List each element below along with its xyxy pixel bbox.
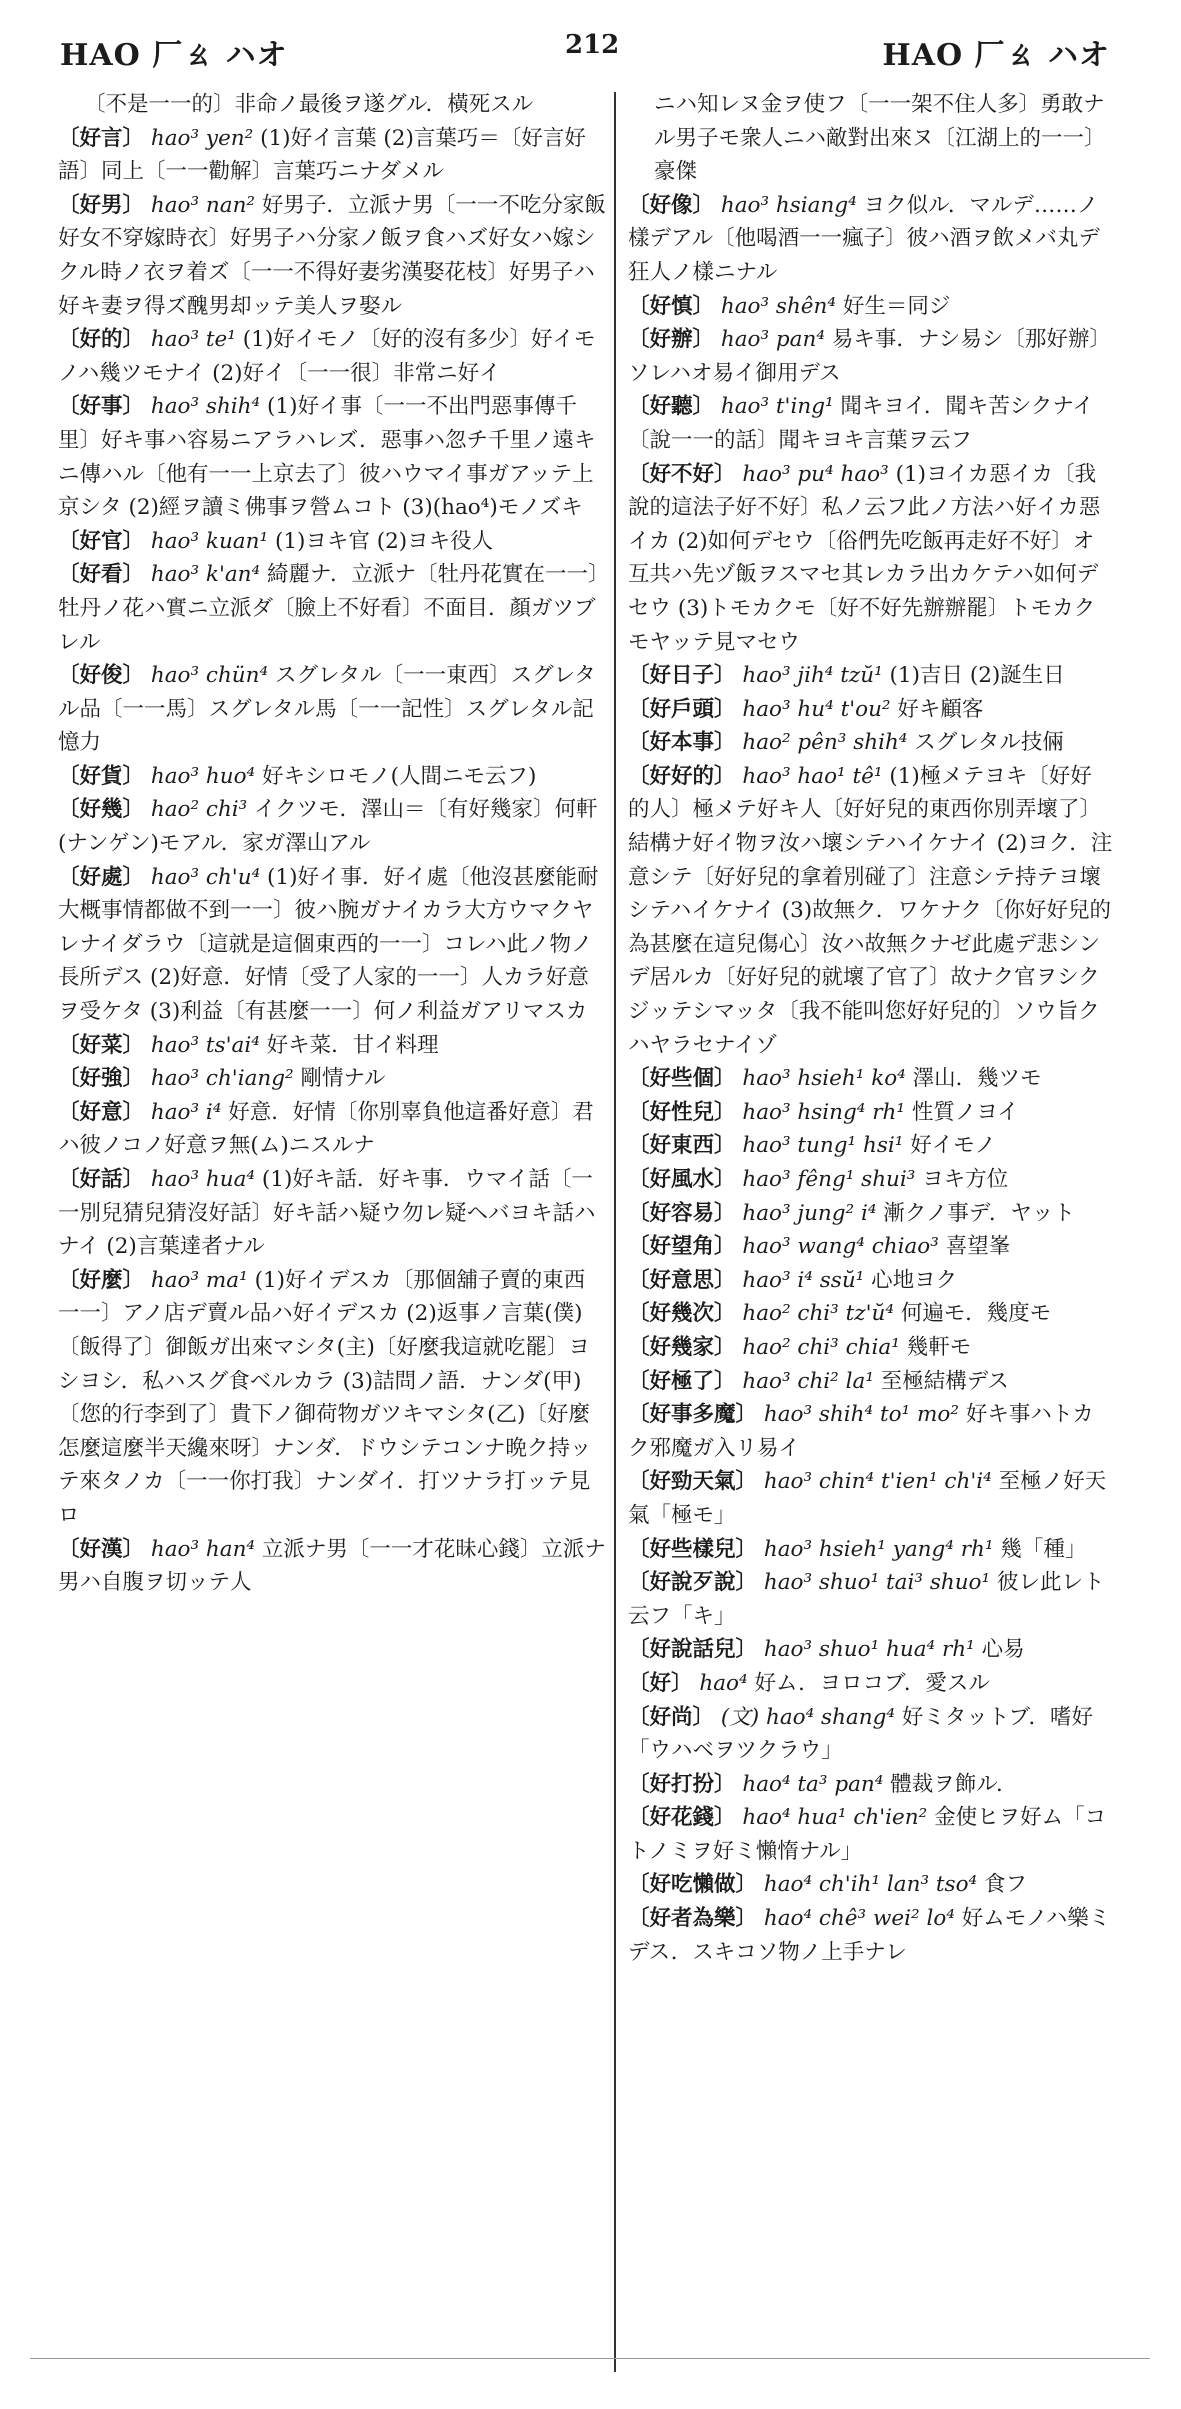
dictionary-entry bbox=[628, 726, 1113, 760]
entry-romanization: hao³ chin⁴ t'ien¹ ch'i⁴ bbox=[763, 1469, 992, 1495]
entry-headword: 〔好好的〕 bbox=[628, 763, 736, 789]
column-divider bbox=[614, 92, 616, 2372]
entry-headword: 〔好性兒〕 bbox=[628, 1099, 736, 1125]
entry-romanization: hao³ shuo¹ tai³ shuo¹ bbox=[763, 1570, 991, 1596]
dictionary-entry bbox=[628, 1331, 1113, 1365]
entry-romanization: hao³ i⁴ ssŭ¹ bbox=[742, 1267, 865, 1293]
entry-definition: (1)ヨイカ惡イカ〔我說的這法子好不好〕私ノ云フ此ノ方法ハ好イカ惡イカ (2)如何デセウ〔俗們先吃飯再走好不好〕オ互共ハ先ヅ飯ヲスマセ其レカラ出カケテハ如何デセウ (3)トモカクモ〔好不好先辦辦罷〕トモカクモヤッテ見マセウ bbox=[628, 461, 1101, 655]
entry-romanization: hao² pên³ shih⁴ bbox=[742, 730, 908, 756]
entry-headword: 〔好幾〕 bbox=[58, 797, 145, 823]
entry-headword: 〔好說話兒〕 bbox=[628, 1637, 758, 1663]
entry-definition: (1)ヨキ官 (2)ヨキ役人 bbox=[274, 528, 494, 554]
entry-romanization: hao³ te¹ bbox=[150, 327, 236, 353]
entry-romanization: hao³ shih⁴ to¹ mo² bbox=[763, 1402, 959, 1428]
entry-definition: 何遍モ．幾度モ bbox=[900, 1301, 1052, 1327]
dictionary-entry bbox=[58, 189, 606, 323]
left-column bbox=[58, 88, 606, 2378]
dictionary-entry bbox=[628, 1533, 1113, 1567]
entry-headword: 〔好幾家〕 bbox=[628, 1334, 736, 1360]
entry-definition: 好キ顧客 bbox=[897, 696, 984, 722]
entry-romanization: hao³ jung² i⁴ bbox=[742, 1200, 877, 1226]
entry-romanization: hao³ ch'iang² bbox=[150, 1066, 294, 1092]
dictionary-entry bbox=[628, 323, 1113, 390]
entry-headword: 〔好菜〕 bbox=[58, 1032, 145, 1058]
entry-headword: 〔好意思〕 bbox=[628, 1267, 736, 1293]
entry-headword: 〔好像〕 bbox=[628, 192, 715, 218]
entry-headword: 〔好看〕 bbox=[58, 562, 145, 588]
dictionary-entry bbox=[628, 1667, 1113, 1701]
entry-headword: 〔好極了〕 bbox=[628, 1368, 736, 1394]
entry-definition: 易キ事．ナシ易シ〔那好辦〕ソレハオ易イ御用デス bbox=[628, 327, 1111, 386]
entry-headword: 〔好幾次〕 bbox=[628, 1301, 736, 1327]
header-left: HAO 厂ㄠ ハオ bbox=[60, 38, 288, 73]
entry-headword: 〔好言〕 bbox=[58, 125, 145, 151]
dictionary-entry bbox=[58, 88, 606, 122]
entry-headword: 〔好貨〕 bbox=[58, 763, 145, 789]
entry-romanization: hao³ pan⁴ bbox=[720, 327, 825, 353]
entry-romanization: hao⁴ chê³ wei² lo⁴ bbox=[763, 1906, 955, 1932]
entry-definition: 好意．好情〔你別辜負他這番好意〕君ハ彼ノコノ好意ヲ無(ム)ニスルナ bbox=[58, 1099, 594, 1159]
entry-definition: 好男子．立派ナ男〔一一不吃分家飯好女不穿嫁時衣〕好男子ハ分家ノ飯ヲ食ハズ好女ハ嫁シクル時ノ衣ヲ着ズ〔一一不得好妻劣漢娶花枝〕好男子ハ好キ妻ヲ得ズ醜男却ッテ美人ヲ娶ル bbox=[58, 192, 606, 319]
dictionary-entry bbox=[628, 1398, 1113, 1465]
dictionary-entry bbox=[58, 760, 606, 794]
entry-definition: (1)好キ話．好キ事．ウマイ話〔一一別兒猜兒猜沒好話〕好キ話ハ疑ウ勿レ疑ヘバヨキ話ハナイ (2)言葉達者ナル bbox=[58, 1167, 596, 1260]
entry-definition: (1)極メテヨキ〔好好的人〕極メテ好キ人〔好好兒的東西你別弄壞了〕結構ナ好イ物ヲ汝ハ壞シテハイケナイ (2)ヨク．注意シテ〔好好兒的拿着別碰了〕注意シテ持テヨ壞シテハイケナイ (3)故無ク．ワケナク〔你好好兒的為甚麼在這兒傷心〕汝ハ故無クナゼ此處デ悲シンデ居ルカ〔好好兒的就壞了官了〕故ナク官ヲシクジッテシマッタ〔我不能叫您好好兒的〕ソウ旨クハヤラセナイゾ bbox=[628, 763, 1113, 1058]
dictionary-entry bbox=[628, 659, 1113, 693]
dictionary-entry bbox=[628, 1465, 1113, 1532]
entry-definition: 喜望峯 bbox=[945, 1234, 1011, 1260]
entry-romanization: hao³ hsieh¹ yang⁴ rh¹ bbox=[763, 1536, 994, 1562]
dictionary-entry bbox=[58, 390, 606, 524]
entry-definition: 好キシロモノ(人間ニモ云フ) bbox=[262, 763, 537, 789]
dictionary-entry bbox=[58, 122, 606, 189]
entry-romanization: hao³ shuo¹ hua⁴ rh¹ bbox=[763, 1637, 975, 1663]
entry-romanization: hao³ hua⁴ bbox=[150, 1167, 256, 1192]
entry-romanization: hao³ ma¹ bbox=[150, 1267, 248, 1293]
entry-romanization: hao³ jih⁴ tzŭ¹ bbox=[742, 663, 883, 689]
entry-definition: (1)好イモノ〔好的沒有多少〕好イモノハ幾ツモナイ (2)好イ〔一一很〕非常ニ好イ bbox=[58, 327, 596, 386]
entry-romanization: hao⁴ ch'ih¹ lan³ tso⁴ bbox=[763, 1872, 978, 1898]
entry-headword: 〔好打扮〕 bbox=[628, 1771, 736, 1797]
dictionary-entry bbox=[628, 290, 1113, 324]
entry-romanization: hao³ chün⁴ bbox=[150, 663, 269, 689]
entry-headword: 〔好慎〕 bbox=[628, 293, 715, 319]
entry-romanization: hao³ hsieh¹ ko⁴ bbox=[742, 1066, 906, 1092]
entry-definition: 性質ノヨイ bbox=[911, 1099, 1019, 1125]
entry-romanization: hao³ hsiang⁴ bbox=[720, 192, 857, 218]
entry-romanization: (文) hao⁴ shang⁴ bbox=[720, 1704, 895, 1730]
entry-definition: 好ミタットブ．嗜好「ウハベヲツクラウ」 bbox=[628, 1704, 1093, 1764]
bottom-rule bbox=[30, 2358, 1150, 2359]
entry-headword: 〔好話〕 bbox=[58, 1167, 145, 1192]
entry-headword: 〔好吃懶做〕 bbox=[628, 1872, 758, 1898]
dictionary-entry bbox=[58, 1264, 606, 1533]
entry-definition: ヨキ方位 bbox=[922, 1167, 1009, 1192]
entry-headword: 〔好東西〕 bbox=[628, 1133, 736, 1159]
entry-definition: スグレタル〔一一東西〕スグレタル品〔一一馬〕スグレタル馬〔一一記性〕スグレタル記憶力 bbox=[58, 663, 596, 756]
entry-romanization: hao³ shên⁴ bbox=[720, 293, 836, 319]
dictionary-entry bbox=[628, 1633, 1113, 1667]
entry-definition: 澤山．幾ツモ bbox=[912, 1066, 1042, 1092]
dictionary-entry bbox=[58, 1096, 606, 1163]
entry-romanization: hao³ k'an⁴ bbox=[150, 562, 261, 588]
dictionary-entry bbox=[58, 1533, 606, 1600]
entry-romanization: hao³ i⁴ bbox=[150, 1099, 222, 1125]
entry-headword: 〔好風水〕 bbox=[628, 1167, 736, 1192]
header-right: HAO 厂ㄠ ハオ bbox=[882, 38, 1110, 73]
entry-headword: 〔好處〕 bbox=[58, 864, 145, 890]
dictionary-entry bbox=[58, 1163, 606, 1264]
entry-definition: 剛情ナル bbox=[300, 1066, 386, 1092]
entry-romanization: hao³ t'ing¹ bbox=[720, 394, 834, 420]
entry-romanization: hao³ fêng¹ shui³ bbox=[742, 1167, 916, 1192]
dictionary-entry bbox=[628, 88, 1113, 189]
entry-definition: 食フ bbox=[983, 1872, 1027, 1898]
entry-headword: 〔好聽〕 bbox=[628, 394, 715, 420]
entry-romanization: hao³ wang⁴ chiao³ bbox=[742, 1234, 939, 1260]
entry-headword: 〔好日子〕 bbox=[628, 663, 736, 689]
dictionary-entry bbox=[628, 1801, 1113, 1868]
entry-romanization: hao³ han⁴ bbox=[150, 1536, 256, 1562]
entry-romanization: hao³ nan² bbox=[150, 192, 256, 218]
entry-definition: ヨク似ル．マルデ……ノ樣デアル〔他喝酒一一瘋子〕彼ハ酒ヲ飲メバ丸デ狂人ノ樣ニナル bbox=[628, 192, 1100, 285]
entry-definition: 好ム．ヨロコブ．愛スル bbox=[754, 1670, 990, 1696]
entry-definition: 幾「種」 bbox=[1000, 1536, 1087, 1562]
entry-headword: 〔好尚〕 bbox=[628, 1704, 715, 1730]
dictionary-entry bbox=[58, 525, 606, 559]
entry-romanization: hao³ ts'ai⁴ bbox=[150, 1032, 260, 1058]
entry-definition: (1)好イ事〔一一不出門惡事傳千里〕好キ事ハ容易ニアラハレズ．惡事ハ忽チ千里ノ遠キニ傳ハル〔他有一一上京去了〕彼ハウマイ事ガアッテ上京シタ (2)經ヲ讀ミ佛事ヲ營ムコト (3)(hao⁴)モノズキ bbox=[58, 394, 596, 521]
entry-headword: 〔好官〕 bbox=[58, 528, 145, 554]
entry-romanization: hao³ kuan¹ bbox=[150, 528, 269, 554]
dictionary-entry bbox=[628, 189, 1113, 290]
entry-definition: 〔不是一一的〕非命ノ最後ヲ遂グル．橫死スル bbox=[84, 92, 534, 117]
dictionary-entry bbox=[628, 1566, 1113, 1633]
entry-headword: 〔好不好〕 bbox=[628, 461, 736, 487]
entry-romanization: hao⁴ hua¹ ch'ien² bbox=[742, 1805, 928, 1831]
entry-definition: 好イモノ bbox=[910, 1133, 996, 1159]
dictionary-entry bbox=[628, 1297, 1113, 1331]
entry-definition: (1)好イデスカ〔那個舖子賣的東西一一〕アノ店デ賣ル品ハ好イデスカ (2)返事ノ言葉(僕)〔飯得了〕御飯ガ出來マシタ(主)〔好麼我這就吃罷〕ヨシヨシ．私ハスグ食ベルカラ (3)詰問ノ語．ナンダ(甲)〔您的行李到了〕貴下ノ御荷物ガツキマシタ(乙)〔好麼怎麼這麼半天纔來呀〕ナンダ．ドウシテコンナ晩ク持ッテ來タノカ〔一一你打我〕ナンダイ．打ツナラ打ッテ見ロ bbox=[58, 1267, 592, 1528]
entry-definition: 漸クノ事デ．ヤット bbox=[883, 1200, 1075, 1226]
entry-romanization: hao³ ch'u⁴ bbox=[150, 864, 261, 890]
entry-romanization: hao² chi³ tz'ŭ⁴ bbox=[742, 1301, 894, 1327]
entry-definition: 心地ヨク bbox=[871, 1267, 958, 1293]
dictionary-entry bbox=[58, 1062, 606, 1096]
entry-romanization: hao² chi³ bbox=[150, 797, 248, 823]
entry-definition: 幾軒モ bbox=[906, 1334, 972, 1360]
entry-headword: 〔好些樣兒〕 bbox=[628, 1536, 758, 1562]
dictionary-entry bbox=[628, 693, 1113, 727]
entry-definition: 金使ヒヲ好ム「コトノミヲ好ミ懶惰ナル」 bbox=[628, 1805, 1107, 1864]
dictionary-entry bbox=[628, 1096, 1113, 1130]
entry-headword: 〔好漢〕 bbox=[58, 1536, 145, 1562]
entry-headword: 〔好勁天氣〕 bbox=[628, 1469, 758, 1495]
entry-romanization: hao³ hu⁴ t'ou² bbox=[742, 696, 891, 722]
entry-definition: イクツモ．澤山＝〔有好幾家〕何軒(ナンゲン)モアル．家ガ澤山アル bbox=[58, 797, 598, 857]
dictionary-entry bbox=[628, 1264, 1113, 1298]
entry-headword: 〔好者為樂〕 bbox=[628, 1906, 758, 1932]
entry-definition: 心易 bbox=[981, 1637, 1025, 1663]
dictionary-entry bbox=[628, 1768, 1113, 1802]
dictionary-entry bbox=[628, 458, 1113, 660]
entry-romanization: hao³ hsing⁴ rh¹ bbox=[742, 1099, 905, 1125]
dictionary-entry bbox=[628, 760, 1113, 1062]
entry-headword: 〔好望角〕 bbox=[628, 1234, 736, 1260]
entry-romanization: hao⁴ bbox=[699, 1670, 748, 1696]
entry-definition: (1)吉日 (2)誕生日 bbox=[889, 663, 1065, 689]
dictionary-entry bbox=[628, 1701, 1113, 1768]
entry-headword: 〔好辦〕 bbox=[628, 327, 715, 353]
entry-romanization: hao³ tung¹ hsi¹ bbox=[742, 1133, 904, 1159]
entry-headword: 〔好些個〕 bbox=[628, 1066, 736, 1092]
entry-headword: 〔好俊〕 bbox=[58, 663, 145, 689]
entry-headword: 〔好的〕 bbox=[58, 327, 145, 353]
entry-definition: 聞キヨイ．聞キ苦シクナイ〔說一一的話〕聞キヨキ言葉ヲ云フ bbox=[628, 394, 1094, 453]
entry-definition: 立派ナ男〔一一才花昧心錢〕立派ナ男ハ自腹ヲ切ッテ人 bbox=[58, 1536, 606, 1596]
entry-romanization: hao⁴ ta³ pan⁴ bbox=[742, 1771, 884, 1797]
dictionary-entry bbox=[628, 1062, 1113, 1096]
entry-headword: 〔好花錢〕 bbox=[628, 1805, 736, 1831]
dictionary-entry bbox=[628, 1197, 1113, 1231]
dictionary-entry bbox=[58, 861, 606, 1029]
entry-headword: 〔好戶頭〕 bbox=[628, 696, 736, 722]
entry-definition: 綺麗ナ．立派ナ〔牡丹花實在一一〕牡丹ノ花ハ實ニ立派ダ〔臉上不好看〕不面目．顏ガツブレル bbox=[58, 562, 599, 655]
page-number: 212 bbox=[565, 30, 620, 60]
entry-headword: 〔好本事〕 bbox=[628, 730, 736, 756]
dictionary-entry bbox=[58, 1029, 606, 1063]
dictionary-entry bbox=[628, 1868, 1113, 1902]
page-header bbox=[60, 22, 1110, 72]
dictionary-entry bbox=[628, 1163, 1113, 1197]
dictionary-entry bbox=[628, 1902, 1113, 1969]
entry-definition: 體裁ヲ飾ル． bbox=[890, 1771, 1018, 1797]
entry-headword: 〔好〕 bbox=[628, 1670, 693, 1696]
entry-headword: 〔好意〕 bbox=[58, 1099, 145, 1125]
entry-romanization: hao³ hao¹ tê¹ bbox=[742, 763, 883, 789]
entry-definition: (1)好イ事．好イ處〔他沒甚麼能耐大概事情都做不到一一〕彼ハ腕ガナイカラ大方ウマクヤレナイダラウ〔這就是這個東西的一一〕コレハ此ノ物ノ長所デス (2)好意．好情〔受了人家的一一〕人カラ好意ヲ受ケタ (3)利益〔有甚麼一一〕何ノ利益ガアリマスカ bbox=[58, 864, 599, 1025]
dictionary-entry bbox=[628, 1365, 1113, 1399]
entry-romanization: hao² chi³ chia¹ bbox=[742, 1334, 900, 1360]
entry-romanization: hao³ pu⁴ hao³ bbox=[742, 461, 889, 487]
dictionary-entry bbox=[58, 793, 606, 860]
dictionary-entry bbox=[628, 1230, 1113, 1264]
dictionary-entry bbox=[628, 390, 1113, 457]
entry-headword: 〔好麼〕 bbox=[58, 1267, 145, 1293]
entry-definition: 好生＝同ジ bbox=[842, 293, 951, 319]
entry-definition: 好キ菜．甘イ料理 bbox=[266, 1032, 439, 1058]
entry-definition: 好キ事ハトカク邪魔ガ入リ易イ bbox=[628, 1402, 1094, 1461]
entry-romanization: hao³ yen² bbox=[150, 125, 254, 151]
entry-definition: 至極結構デス bbox=[880, 1368, 1009, 1394]
entry-definition: 好ムモノハ樂ミデス．スキコソ物ノ上手ナレ bbox=[628, 1906, 1111, 1965]
entry-headword: 〔好事〕 bbox=[58, 394, 145, 420]
entry-headword: 〔好說歹說〕 bbox=[628, 1570, 758, 1596]
entry-romanization: hao³ shih⁴ bbox=[150, 394, 261, 420]
entry-definition: 彼レ此レト云フ「キ」 bbox=[628, 1570, 1105, 1629]
entry-headword: 〔好事多魔〕 bbox=[628, 1402, 758, 1428]
entry-definition: スグレタル技倆 bbox=[914, 730, 1064, 756]
entry-romanization: hao³ huo⁴ bbox=[150, 763, 256, 789]
dictionary-entry bbox=[58, 558, 606, 659]
entry-definition: 至極ノ好天氣「極モ」 bbox=[628, 1469, 1107, 1528]
dictionary-entry bbox=[628, 1129, 1113, 1163]
entry-headword: 〔好強〕 bbox=[58, 1066, 145, 1092]
entry-definition: ニハ知レヌ金ヲ使フ〔一一架不住人多〕勇敢ナル男子モ衆人ニハ敵對出來ヌ〔江湖上的一一〕豪傑 bbox=[654, 92, 1106, 185]
right-column bbox=[628, 88, 1113, 2378]
dictionary-entry bbox=[58, 659, 606, 760]
dictionary-entry bbox=[58, 323, 606, 390]
entry-romanization: hao³ chi² la¹ bbox=[742, 1368, 874, 1394]
entry-headword: 〔好容易〕 bbox=[628, 1200, 736, 1226]
entry-headword: 〔好男〕 bbox=[58, 192, 145, 218]
entry-definition: (1)好イ言葉 (2)言葉巧＝〔好言好語〕同上〔一一勸解〕言葉巧ニナダメル bbox=[58, 125, 586, 185]
